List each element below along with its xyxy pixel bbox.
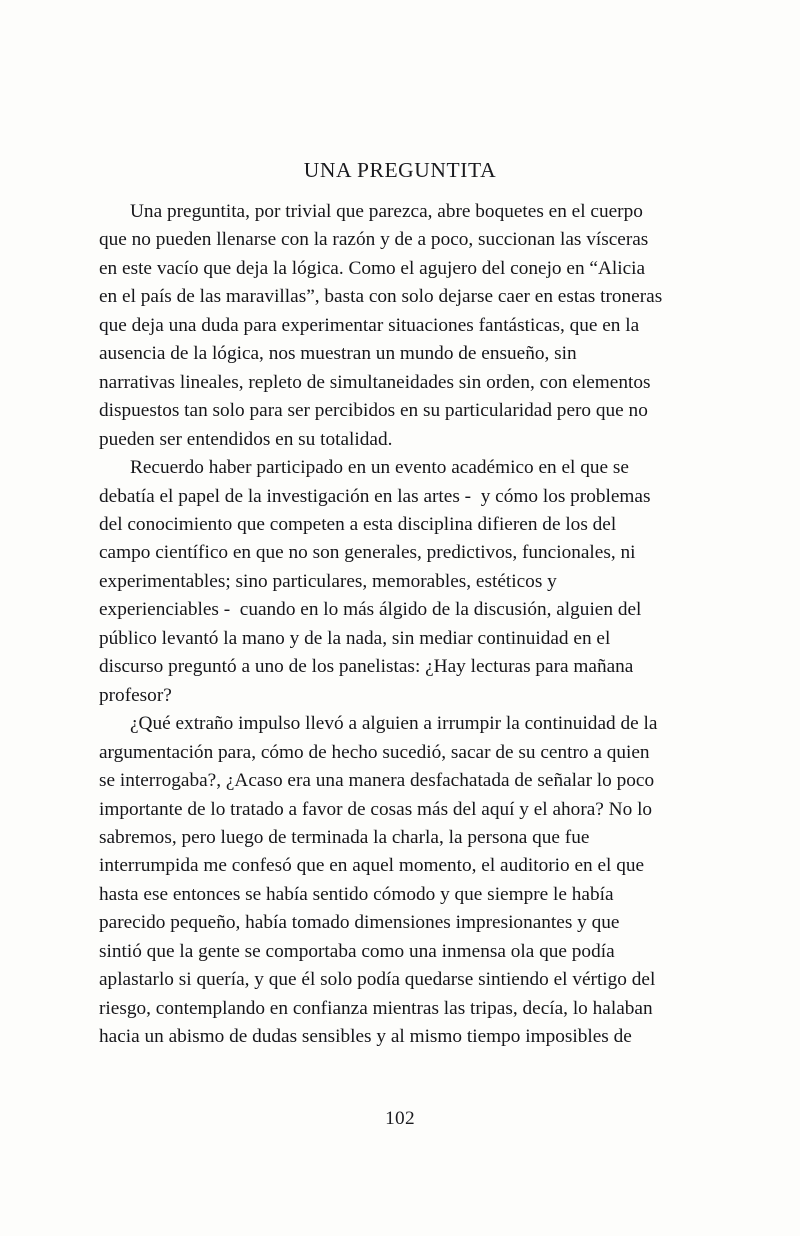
text-line: ¿Qué extraño impulso llevó a alguien a irrumpir la continuidad de la (130, 713, 658, 735)
text-line: aplastarlo si quería, y que él solo podía quedarse sintiendo el vértigo del (99, 969, 656, 991)
text-line: Una preguntita, por trivial que parezca, abre boquetes en el cuerpo (130, 201, 643, 222)
page-number: 102 (385, 1108, 415, 1129)
text-line: que no pueden llenarse con la razón y de a poco, succionan las vísceras (99, 229, 649, 251)
text-line: público levantó la mano y de la nada, sin mediar continuidad en el (99, 627, 611, 649)
text-line: argumentación para, cómo de hecho sucedió, sacar de su centro a quien (99, 741, 650, 763)
text-line: ausencia de la lógica, nos muestran un mundo de ensueño, sin (99, 343, 577, 365)
text-line: interrumpida me confesó que en aquel momento, el auditorio en el que (99, 855, 645, 877)
text-line: parecido pequeño, había tomado dimensiones impresionantes y que (99, 912, 620, 934)
text-line: que deja una duda para experimentar situaciones fantásticas, que en la (99, 314, 640, 336)
text-line: discurso preguntó a uno de los panelistas: ¿Hay lecturas para mañana (99, 656, 634, 678)
text-line: hacia un abismo de dudas sensibles y al mismo tiempo imposibles de (99, 1026, 632, 1048)
text-line: Recuerdo haber participado en un evento académico en el que se (130, 457, 629, 479)
body-text-block (99, 198, 715, 1052)
text-line: sabremos, pero luego de terminada la charla, la persona que fue (99, 826, 590, 848)
text-line: campo científico en que no son generales, predictivos, funcionales, ni (99, 542, 636, 564)
text-line: hasta ese entonces se había sentido cómodo y que siempre le había (99, 883, 614, 905)
text-line: sintió que la gente se comportaba como una inmensa ola que podía (99, 940, 615, 962)
text-line: profesor? (99, 684, 172, 706)
body-paragraph (99, 710, 715, 1051)
text-line: dispuestos tan solo para ser percibidos en su particularidad pero que no (99, 400, 648, 422)
page-title: UNA PREGUNTITA (303, 158, 497, 183)
text-line: en el país de las maravillas”, basta con solo dejarse caer en estas troneras (99, 286, 663, 308)
text-line: importante de lo tratado a favor de cosas más del aquí y el ahora? No lo (99, 798, 653, 820)
text-line: narrativas lineales, repleto de simultaneidades sin orden, con elementos (99, 371, 651, 393)
body-paragraph (99, 454, 715, 710)
text-line: pueden ser entendidos en su totalidad. (99, 428, 393, 450)
text-line: riesgo, contemplando en confianza mientras las tripas, decía, lo halaban (99, 997, 653, 1019)
text-line: debatía el papel de la investigación en las artes - y cómo los problemas (99, 485, 651, 507)
text-line: experienciables - cuando en lo más álgido de la discusión, alguien del (99, 599, 642, 621)
text-line: se interrogaba?, ¿Acaso era una manera desfachatada de señalar lo poco (99, 770, 655, 792)
body-paragraph (99, 198, 715, 454)
text-line: del conocimiento que competen a esta disciplina difieren de los del (99, 513, 617, 535)
text-line: experimentables; sino particulares, memorables, estéticos y (99, 570, 557, 592)
text-line: en este vacío que deja la lógica. Como el agujero del conejo en “Alicia (99, 257, 646, 279)
